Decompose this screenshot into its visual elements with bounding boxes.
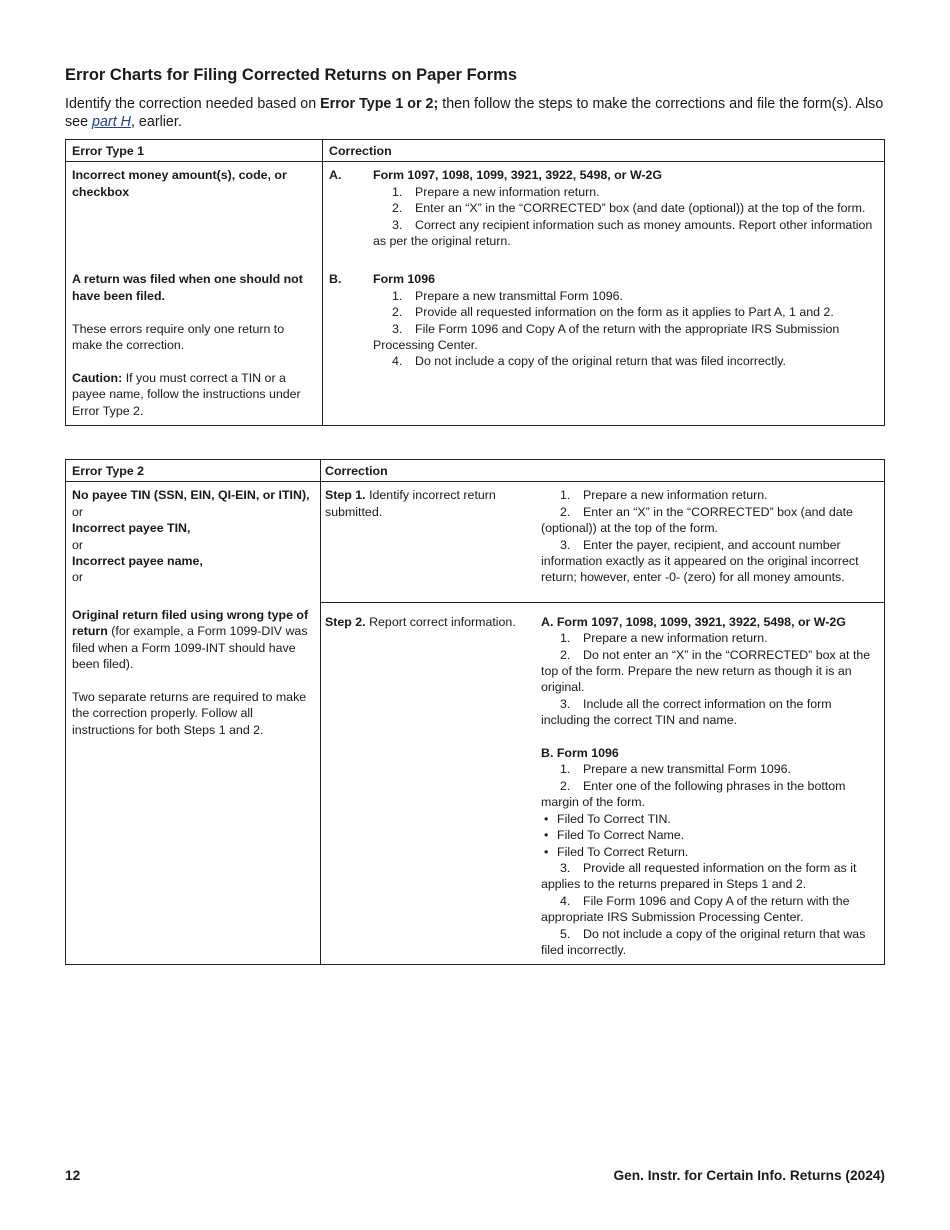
error-description	[66, 482, 321, 965]
list-item: 4. Do not include a copy of the original return that was filed incorrectly.	[392, 354, 786, 369]
bullet-icon: •	[544, 844, 549, 859]
error-label: A return was filed when one should not have been filed.	[72, 272, 303, 303]
intro-bold: Error Type 1 or 2;	[320, 96, 439, 112]
step-1-cell	[321, 482, 885, 602]
table-header-row	[66, 140, 885, 162]
table-row	[66, 266, 885, 426]
or-text: or	[72, 537, 84, 552]
error-description	[66, 266, 323, 426]
page-content	[65, 64, 885, 957]
error-type-2-table	[65, 459, 885, 965]
caution-label: Caution:	[72, 370, 123, 385]
error-label: Incorrect money amount(s), code, or checkbox	[72, 168, 287, 199]
list-item: 3. Include all the correct information on the form including the correct TIN and name.	[541, 696, 832, 728]
list-item: 1. Prepare a new information return.	[392, 184, 600, 199]
intro-text-pre: Identify the correction needed based on	[65, 96, 321, 112]
bullet-icon: •	[544, 828, 549, 843]
bullet-item: • Filed To Correct TIN.	[544, 811, 671, 826]
correction-block-b	[329, 271, 878, 369]
bullet-item: • Filed To Correct Return.	[544, 844, 689, 859]
header-correction: Correction	[321, 460, 885, 482]
error-label: Incorrect payee name,	[72, 554, 203, 569]
correction-cell	[323, 162, 885, 267]
block-heading: Form 1097, 1098, 1099, 3921, 3922, 5498, or W-2G	[373, 168, 663, 183]
block-heading: B. Form 1096	[541, 746, 619, 761]
error-type-1-table	[65, 139, 885, 426]
table-row	[66, 162, 885, 267]
footer-title: Gen. Instr. for Certain Info. Returns (2024)	[613, 1168, 885, 1183]
error-note: Two separate returns are required to make the correction properly. Follow all instructions for both Steps 1 and 2.	[72, 689, 307, 737]
block-letter: B.	[329, 272, 342, 287]
or-text: or	[72, 504, 84, 519]
table-header-row	[66, 460, 885, 482]
list-item: 3. Enter the payer, recipient, and account number information exactly as it appeared on the original incorrect return; however, enter -0- (zero) for all money amounts.	[541, 537, 859, 585]
header-error-type-1: Error Type 1	[66, 140, 323, 162]
or-text: or	[72, 570, 84, 585]
block-letter: A.	[329, 168, 342, 183]
header-correction: Correction	[323, 140, 885, 162]
list-item: 1. Prepare a new information return.	[560, 631, 768, 646]
error-note: These errors require only one return to make the correction.	[72, 321, 285, 353]
list-item: 2. Do not enter an “X” in the “CORRECTED” box at the top of the form. Prepare the new return as though it is an original.	[541, 647, 871, 695]
bullet-icon: •	[544, 811, 549, 826]
wrong-type-note: Original return filed using wrong type of return (for example, a Form 1099-DIV was filed when a Form 1099-INT should have been filed).	[72, 607, 309, 672]
table-row	[66, 482, 885, 602]
step-2-cell	[321, 602, 885, 965]
error-description	[66, 162, 323, 267]
caution-note: Caution: If you must correct a TIN or a payee name, follow the instructions under Error Type 2.	[72, 370, 301, 418]
correction-cell	[323, 266, 885, 426]
list-item: 2. Provide all requested information on the form as it applies to Part A, 1 and 2.	[392, 305, 834, 320]
error-label: No payee TIN (SSN, EIN, QI-EIN, or ITIN),	[72, 488, 310, 503]
step-2-label: Step 2. Report correct information.	[325, 614, 516, 629]
error-label: Incorrect payee TIN,	[72, 521, 191, 536]
list-item: 1. Prepare a new information return.	[560, 488, 768, 503]
list-item: 1. Prepare a new transmittal Form 1096.	[392, 288, 623, 303]
page-number: 12	[65, 1168, 81, 1183]
list-item: 5. Do not include a copy of the original return that was filed incorrectly.	[541, 926, 866, 957]
list-item: 3. Correct any recipient information such as money amounts. Report other information as per the original return.	[373, 217, 873, 249]
block-heading: A. Form 1097, 1098, 1099, 3921, 3922, 5498, or W-2G	[541, 614, 846, 629]
bullet-item: • Filed To Correct Name.	[544, 828, 685, 843]
page-title: Error Charts for Filing Corrected Returns on Paper Forms	[65, 66, 517, 84]
intro-text-mid: then follow the steps to make the corrections and file the form(s). Also see	[65, 96, 884, 130]
block-heading: Form 1096	[373, 272, 435, 287]
correction-block-a	[329, 167, 878, 249]
list-item: 3. File Form 1096 and Copy A of the return with the appropriate IRS Submission Processing Center.	[373, 321, 840, 353]
list-item: 2. Enter an “X” in the “CORRECTED” box (and date (optional)) at the top of the form.	[392, 201, 866, 216]
step-2-details	[541, 614, 878, 959]
intro-paragraph	[65, 95, 885, 131]
step-1-details	[541, 487, 878, 585]
list-item: 4. File Form 1096 and Copy A of the return with the appropriate IRS Submission Processing Center.	[541, 893, 850, 925]
part-h-link[interactable]: part H	[92, 114, 131, 130]
list-item: 2. Enter one of the following phrases in the bottom margin of the form.	[541, 778, 846, 810]
intro-text-post: , earlier.	[130, 114, 182, 130]
list-item: 1. Prepare a new transmittal Form 1096.	[560, 762, 791, 777]
header-error-type-2: Error Type 2	[66, 460, 321, 482]
list-item: 2. Enter an “X” in the “CORRECTED” box (and date (optional)) at the top of the form.	[541, 504, 853, 536]
list-item: 3. Provide all requested information on the form as it applies to the returns prepared in Steps 1 and 2.	[541, 860, 857, 892]
step-1-label: Step 1. Identify incorrect return submitted.	[325, 488, 496, 519]
